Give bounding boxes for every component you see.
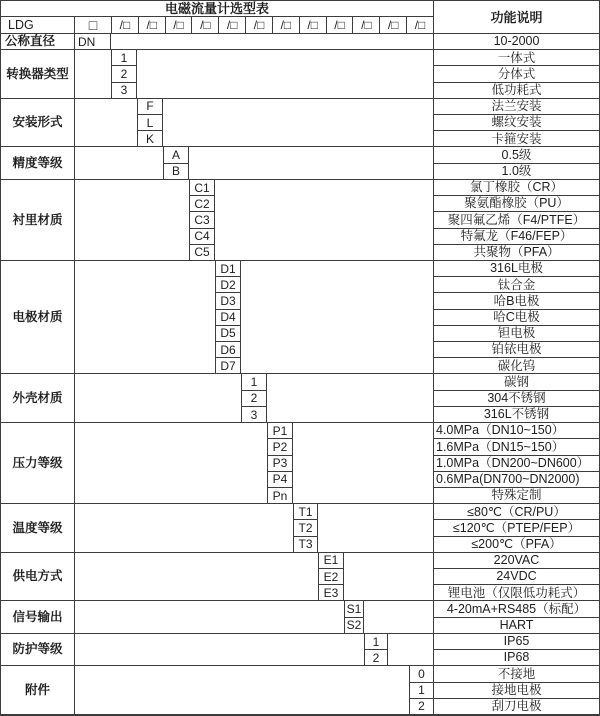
model-slot-12: /□ (414, 18, 426, 32)
option-desc: 1.0级 (433, 164, 599, 180)
group-left-space (75, 99, 137, 148)
option-desc: 碳化钨 (433, 358, 599, 374)
option-code: 1 (241, 374, 267, 390)
model-slot-3: /□ (166, 17, 193, 33)
group-right-space (388, 634, 433, 666)
option-desc: HART (433, 618, 599, 634)
option-code: T1 (293, 504, 318, 520)
model-slot-6: /□ (246, 17, 273, 33)
option-code: 2 (241, 391, 267, 407)
option-code: D1 (215, 261, 241, 277)
group-right-space (189, 147, 433, 179)
dn-row-label: 公称直径 (1, 34, 75, 50)
option-desc: 4.0MPa（DN10~150） (433, 423, 599, 439)
group-left-space (75, 634, 364, 666)
model-prefix: LDG (1, 17, 75, 34)
option-code: P2 (267, 439, 293, 455)
option-code: 2 (364, 650, 388, 666)
option-code: 2 (409, 699, 433, 715)
group-right-space (293, 423, 433, 504)
option-code: A (163, 147, 189, 163)
option-desc: ≤200℃（PFA） (433, 537, 599, 553)
option-code: 0 (409, 666, 433, 682)
option-code: E2 (318, 569, 344, 585)
option-desc: 螺纹安装 (433, 115, 599, 131)
model-slot-8: /□ (300, 17, 327, 33)
option-desc: IP65 (433, 634, 599, 650)
group-right-space (318, 504, 433, 553)
group-left-space (75, 504, 293, 553)
dn-row-code: DN (75, 34, 111, 50)
option-code: D2 (215, 277, 241, 293)
model-slot-11: /□ (380, 17, 407, 33)
option-code: C2 (189, 196, 215, 212)
option-desc: 1.0MPa（DN200~DN600） (433, 456, 599, 472)
option-code: C4 (189, 229, 215, 245)
option-code: T3 (293, 537, 318, 553)
group-label: 温度等级 (1, 504, 75, 553)
group-label: 防护等级 (1, 634, 75, 666)
group-left-space (75, 666, 409, 715)
option-code: K (137, 131, 163, 147)
option-code: D6 (215, 342, 241, 358)
option-code: D5 (215, 326, 241, 342)
option-desc: 低功耗式 (433, 83, 599, 99)
option-code: D7 (215, 358, 241, 374)
group-left-space (75, 261, 215, 375)
group-left-space (75, 147, 163, 179)
group-right-space (364, 601, 433, 633)
dn-row-spacer (111, 34, 433, 50)
option-desc: 特殊定制 (433, 488, 599, 504)
option-code: 3 (111, 83, 137, 99)
group-right-space (137, 50, 433, 99)
option-desc: 法兰安装 (433, 99, 599, 115)
option-code: E3 (318, 585, 344, 601)
group-label: 供电方式 (1, 553, 75, 602)
option-desc: 氯丁橡胶（CR） (433, 180, 599, 196)
group-left-space (75, 423, 267, 504)
option-code: 1 (364, 634, 388, 650)
option-desc: 钛合金 (433, 277, 599, 293)
model-slot-2: /□ (139, 17, 166, 33)
option-code: P1 (267, 423, 293, 439)
option-desc: IP68 (433, 650, 599, 666)
group-right-space (344, 553, 433, 602)
model-slot-9: /□ (327, 17, 354, 33)
option-desc: 24VDC (433, 569, 599, 585)
group-left-space (75, 50, 111, 99)
group-left-space (75, 553, 318, 602)
option-desc: 316L电极 (433, 261, 599, 277)
option-desc: 不接地 (433, 666, 599, 682)
option-desc: ≤120℃（PTEP/FEP） (433, 520, 599, 536)
model-slot-1: /□ (112, 17, 139, 33)
option-desc: 聚氨酯橡胶（PU） (433, 196, 599, 212)
option-desc: 接地电极 (433, 683, 599, 699)
option-desc: 卡箍安装 (433, 131, 599, 147)
option-desc: 316L不锈钢 (433, 407, 599, 423)
option-desc: 4-20mA+RS485（标配） (433, 601, 599, 617)
group-label: 衬里材质 (1, 180, 75, 261)
option-code: C3 (189, 212, 215, 228)
option-code: 1 (111, 50, 137, 66)
option-code: T2 (293, 520, 318, 536)
option-code: D3 (215, 293, 241, 309)
option-desc: 铂铱电极 (433, 342, 599, 358)
option-desc: 哈C电极 (433, 310, 599, 326)
dn-row-desc: 10-2000 (433, 34, 599, 50)
page-title: 电磁流量计选型表 (1, 1, 433, 17)
group-left-space (75, 374, 241, 423)
option-code: 2 (111, 66, 137, 82)
group-label: 电极材质 (1, 261, 75, 375)
option-desc: 刮刀电极 (433, 699, 599, 715)
group-label: 转换器类型 (1, 50, 75, 99)
option-desc: 哈B电极 (433, 293, 599, 309)
option-code: Pn (267, 488, 293, 504)
model-code-slot-row (111, 17, 433, 34)
option-code: D4 (215, 310, 241, 326)
group-label: 附件 (1, 666, 75, 715)
option-desc: 0.5级 (433, 147, 599, 163)
option-desc: 锂电池（仅限低功耗式） (433, 585, 599, 601)
option-desc: ≤80℃（CR/PU） (433, 504, 599, 520)
option-desc: 220VAC (433, 553, 599, 569)
model-slot-10: /□ (353, 17, 380, 33)
option-desc: 0.6MPa(DN700~DN2000) (433, 472, 599, 488)
group-label: 外壳材质 (1, 374, 75, 423)
group-right-space (215, 180, 433, 261)
option-code: F (137, 99, 163, 115)
option-desc: 聚四氟乙烯（F4/PTFE） (433, 212, 599, 228)
model-slot-5: /□ (219, 17, 246, 33)
option-desc: 304不锈钢 (433, 391, 599, 407)
option-code: P4 (267, 472, 293, 488)
group-left-space (75, 601, 344, 633)
option-desc: 碳钢 (433, 374, 599, 390)
option-desc: 一体式 (433, 50, 599, 66)
option-code: C5 (189, 245, 215, 261)
option-code: 1 (409, 683, 433, 699)
option-code: 3 (241, 407, 267, 423)
option-code: P3 (267, 456, 293, 472)
model-slot-7: /□ (273, 17, 300, 33)
group-label: 精度等级 (1, 147, 75, 179)
group-right-space (163, 99, 433, 148)
option-desc: 钽电极 (433, 326, 599, 342)
option-code: S2 (344, 618, 364, 634)
option-code: S1 (344, 601, 364, 617)
model-slot-4: /□ (192, 17, 219, 33)
group-label: 信号输出 (1, 601, 75, 633)
group-right-space (267, 374, 433, 423)
function-description-header: 功能说明 (433, 1, 599, 34)
option-desc: 1.6MPa（DN15~150） (433, 439, 599, 455)
option-code: L (137, 115, 163, 131)
option-code: E1 (318, 553, 344, 569)
group-label: 压力等级 (1, 423, 75, 504)
dn-code-box: □ (75, 17, 111, 34)
group-label: 安装形式 (1, 99, 75, 148)
option-desc: 特氟龙（F46/FEP） (433, 229, 599, 245)
group-left-space (75, 180, 189, 261)
option-code: C1 (189, 180, 215, 196)
option-desc: 分体式 (433, 66, 599, 82)
option-code: B (163, 164, 189, 180)
group-right-space (241, 261, 433, 375)
option-desc: 共聚物（PFA） (433, 245, 599, 261)
